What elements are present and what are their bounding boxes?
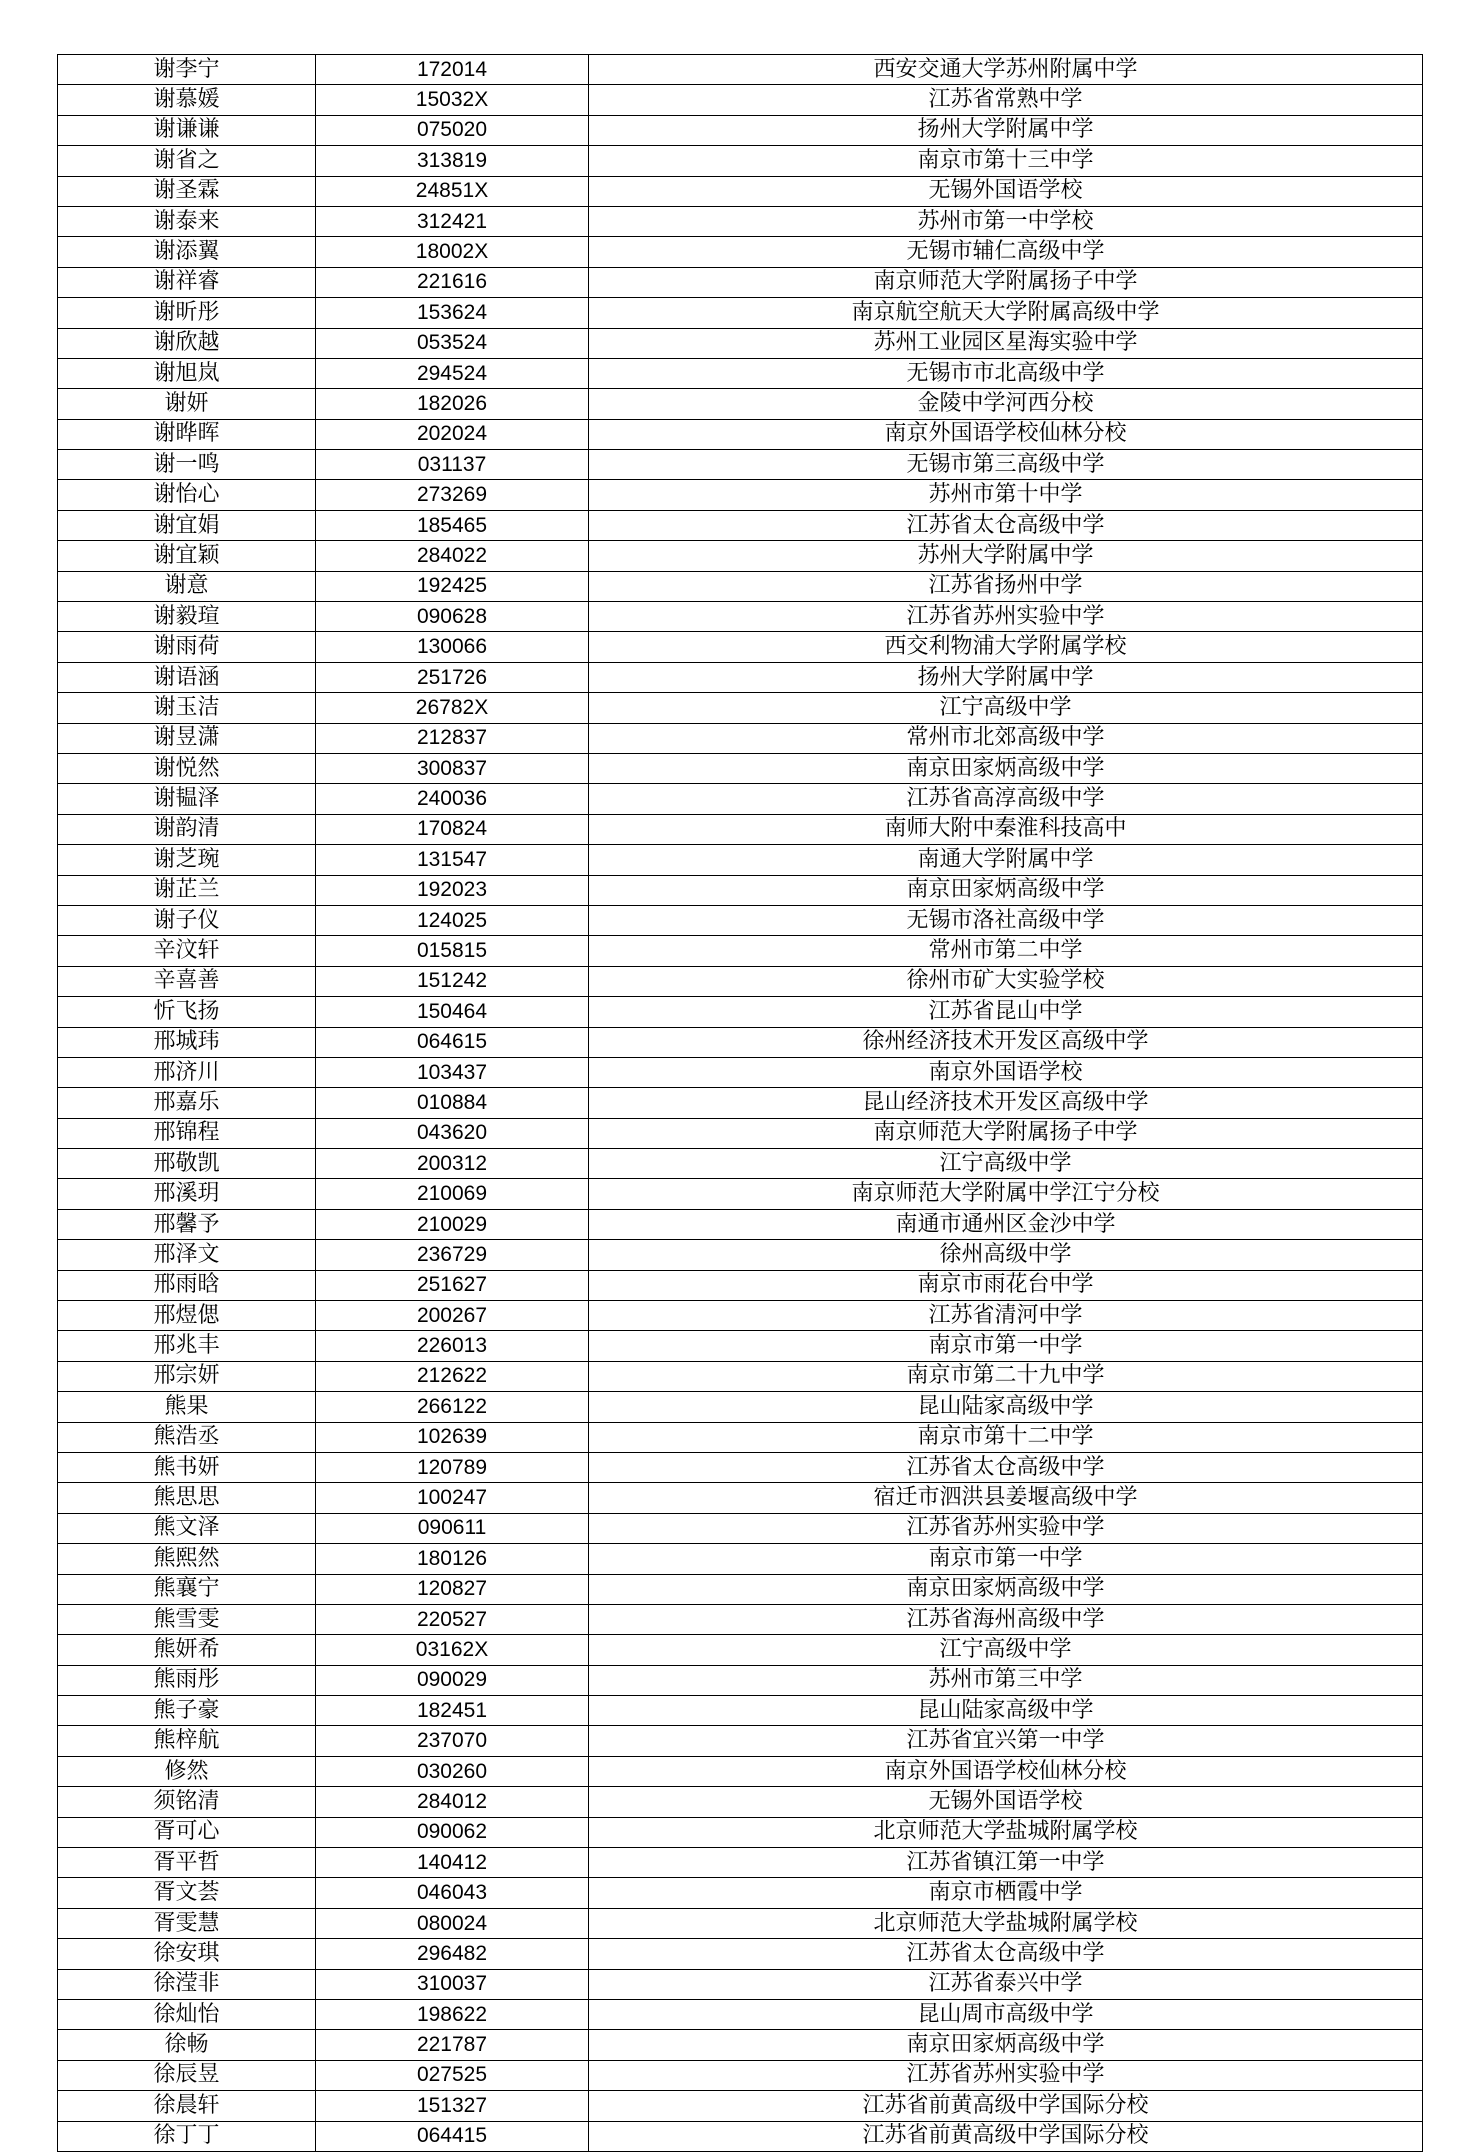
- table-row: [58, 1301, 1423, 1331]
- student-name-cell: 胥可心: [58, 1817, 316, 1847]
- school-cell: 昆山陆家高级中学: [589, 1696, 1423, 1726]
- table-row: [58, 85, 1423, 115]
- student-name-cell: 谢昱潇: [58, 723, 316, 753]
- table-row: [58, 1696, 1423, 1726]
- student-name-cell: 熊襄宁: [58, 1574, 316, 1604]
- table-row: [58, 1209, 1423, 1239]
- id-suffix-cell: 064615: [316, 1027, 589, 1057]
- table-row: [58, 298, 1423, 328]
- table-row: [58, 2121, 1423, 2151]
- student-name-cell: 谢圣霖: [58, 176, 316, 206]
- student-name-cell: 谢省之: [58, 146, 316, 176]
- id-suffix-cell: 043620: [316, 1118, 589, 1148]
- id-suffix-cell: 120789: [316, 1452, 589, 1482]
- id-suffix-cell: 240036: [316, 784, 589, 814]
- student-name-cell: 邢兆丰: [58, 1331, 316, 1361]
- student-name-cell: 熊雪雯: [58, 1604, 316, 1634]
- table-row: [58, 1635, 1423, 1665]
- table-row: [58, 1027, 1423, 1057]
- id-suffix-cell: 131547: [316, 845, 589, 875]
- school-cell: 江苏省太仓高级中学: [589, 510, 1423, 540]
- student-name-cell: 谢晔晖: [58, 419, 316, 449]
- table-row: [58, 1270, 1423, 1300]
- student-name-cell: 谢谦谦: [58, 115, 316, 145]
- student-name-cell: 熊梓航: [58, 1726, 316, 1756]
- id-suffix-cell: 150464: [316, 997, 589, 1027]
- table-row: [58, 1088, 1423, 1118]
- school-cell: 徐州市矿大实验学校: [589, 966, 1423, 996]
- school-cell: 扬州大学附属中学: [589, 115, 1423, 145]
- school-cell: 西交利物浦大学附属学校: [589, 632, 1423, 662]
- table-row: [58, 814, 1423, 844]
- student-name-cell: 熊书妍: [58, 1452, 316, 1482]
- student-name-cell: 谢慕媛: [58, 85, 316, 115]
- table-row: [58, 1361, 1423, 1391]
- table-row: [58, 1483, 1423, 1513]
- table-row: [58, 1149, 1423, 1179]
- id-suffix-cell: 200267: [316, 1301, 589, 1331]
- id-suffix-cell: 15032X: [316, 85, 589, 115]
- student-name-cell: 谢宜娟: [58, 510, 316, 540]
- school-cell: 江苏省镇江第一中学: [589, 1848, 1423, 1878]
- id-suffix-cell: 015815: [316, 936, 589, 966]
- student-name-cell: 谢玉洁: [58, 693, 316, 723]
- id-suffix-cell: 030260: [316, 1756, 589, 1786]
- school-cell: 无锡市市北高级中学: [589, 358, 1423, 388]
- student-name-cell: 徐灿怡: [58, 2000, 316, 2030]
- table-row: [58, 480, 1423, 510]
- student-name-cell: 谢泰来: [58, 206, 316, 236]
- id-suffix-cell: 064415: [316, 2121, 589, 2151]
- id-suffix-cell: 273269: [316, 480, 589, 510]
- school-cell: 江苏省苏州实验中学: [589, 1513, 1423, 1543]
- school-cell: 南通市通州区金沙中学: [589, 1209, 1423, 1239]
- student-name-cell: 辛汶轩: [58, 936, 316, 966]
- school-cell: 南京市第一中学: [589, 1544, 1423, 1574]
- school-cell: 江苏省苏州实验中学: [589, 602, 1423, 632]
- school-cell: 苏州大学附属中学: [589, 541, 1423, 571]
- table-row: [58, 1665, 1423, 1695]
- table-row: [58, 328, 1423, 358]
- student-name-cell: 熊果: [58, 1392, 316, 1422]
- table-row: [58, 1817, 1423, 1847]
- student-name-cell: 邢雨晗: [58, 1270, 316, 1300]
- table-row: [58, 905, 1423, 935]
- student-name-cell: 谢芝琬: [58, 845, 316, 875]
- table-row: [58, 723, 1423, 753]
- school-cell: 南京师范大学附属扬子中学: [589, 267, 1423, 297]
- school-cell: 南京外国语学校仙林分校: [589, 1756, 1423, 1786]
- table-row: [58, 419, 1423, 449]
- student-name-cell: 谢雨荷: [58, 632, 316, 662]
- student-name-cell: 邢溪玥: [58, 1179, 316, 1209]
- student-name-cell: 谢毅瑄: [58, 602, 316, 632]
- student-name-cell: 忻飞扬: [58, 997, 316, 1027]
- table-row: [58, 693, 1423, 723]
- table-row: [58, 1604, 1423, 1634]
- id-suffix-cell: 03162X: [316, 1635, 589, 1665]
- student-name-cell: 熊雨彤: [58, 1665, 316, 1695]
- id-suffix-cell: 130066: [316, 632, 589, 662]
- student-name-cell: 熊熙然: [58, 1544, 316, 1574]
- school-cell: 南京田家炳高级中学: [589, 1574, 1423, 1604]
- school-cell: 江苏省昆山中学: [589, 997, 1423, 1027]
- school-cell: 江苏省泰兴中学: [589, 1969, 1423, 1999]
- id-suffix-cell: 266122: [316, 1392, 589, 1422]
- table-row: [58, 875, 1423, 905]
- student-name-cell: 谢昕彤: [58, 298, 316, 328]
- student-name-cell: 谢欣越: [58, 328, 316, 358]
- table-row: [58, 1878, 1423, 1908]
- table-row: [58, 1574, 1423, 1604]
- id-suffix-cell: 313819: [316, 146, 589, 176]
- school-cell: 南京市雨花台中学: [589, 1270, 1423, 1300]
- id-suffix-cell: 010884: [316, 1088, 589, 1118]
- school-cell: 江苏省海州高级中学: [589, 1604, 1423, 1634]
- student-name-cell: 邢敬凯: [58, 1149, 316, 1179]
- school-cell: 北京师范大学盐城附属学校: [589, 1817, 1423, 1847]
- school-cell: 南京市第十二中学: [589, 1422, 1423, 1452]
- table-row: [58, 1057, 1423, 1087]
- table-row: [58, 115, 1423, 145]
- school-cell: 江苏省宜兴第一中学: [589, 1726, 1423, 1756]
- student-name-cell: 谢宜颖: [58, 541, 316, 571]
- id-suffix-cell: 212837: [316, 723, 589, 753]
- student-name-cell: 胥文荟: [58, 1878, 316, 1908]
- table-row: [58, 1726, 1423, 1756]
- school-cell: 江苏省前黄高级中学国际分校: [589, 2091, 1423, 2121]
- id-suffix-cell: 251726: [316, 662, 589, 692]
- student-name-cell: 邢锦程: [58, 1118, 316, 1148]
- school-cell: 南京师范大学附属扬子中学: [589, 1118, 1423, 1148]
- student-name-cell: 谢子仪: [58, 905, 316, 935]
- table-row: [58, 784, 1423, 814]
- student-name-cell: 修然: [58, 1756, 316, 1786]
- school-cell: 无锡市洛社高级中学: [589, 905, 1423, 935]
- school-cell: 江苏省常熟中学: [589, 85, 1423, 115]
- id-suffix-cell: 202024: [316, 419, 589, 449]
- school-cell: 苏州市第三中学: [589, 1665, 1423, 1695]
- student-name-cell: 谢旭岚: [58, 358, 316, 388]
- student-name-cell: 熊妍希: [58, 1635, 316, 1665]
- table-row: [58, 358, 1423, 388]
- id-suffix-cell: 170824: [316, 814, 589, 844]
- roster-table: [57, 54, 1423, 2152]
- student-name-cell: 徐辰昱: [58, 2060, 316, 2090]
- id-suffix-cell: 100247: [316, 1483, 589, 1513]
- table-row: [58, 1240, 1423, 1270]
- school-cell: 昆山陆家高级中学: [589, 1392, 1423, 1422]
- student-name-cell: 谢语涵: [58, 662, 316, 692]
- id-suffix-cell: 192023: [316, 875, 589, 905]
- id-suffix-cell: 090611: [316, 1513, 589, 1543]
- student-name-cell: 谢韫泽: [58, 784, 316, 814]
- school-cell: 南通大学附属中学: [589, 845, 1423, 875]
- table-row: [58, 1544, 1423, 1574]
- student-name-cell: 谢祥睿: [58, 267, 316, 297]
- school-cell: 南京航空航天大学附属高级中学: [589, 298, 1423, 328]
- school-cell: 南京田家炳高级中学: [589, 2030, 1423, 2060]
- id-suffix-cell: 151242: [316, 966, 589, 996]
- id-suffix-cell: 102639: [316, 1422, 589, 1452]
- table-row: [58, 541, 1423, 571]
- id-suffix-cell: 200312: [316, 1149, 589, 1179]
- student-name-cell: 邢泽文: [58, 1240, 316, 1270]
- school-cell: 无锡外国语学校: [589, 1787, 1423, 1817]
- school-cell: 南京市栖霞中学: [589, 1878, 1423, 1908]
- id-suffix-cell: 090628: [316, 602, 589, 632]
- school-cell: 江苏省太仓高级中学: [589, 1939, 1423, 1969]
- id-suffix-cell: 237070: [316, 1726, 589, 1756]
- table-row: [58, 510, 1423, 540]
- school-cell: 南京外国语学校: [589, 1057, 1423, 1087]
- id-suffix-cell: 18002X: [316, 237, 589, 267]
- school-cell: 江苏省苏州实验中学: [589, 2060, 1423, 2090]
- table-row: [58, 1179, 1423, 1209]
- school-cell: 金陵中学河西分校: [589, 389, 1423, 419]
- table-row: [58, 237, 1423, 267]
- table-row: [58, 1452, 1423, 1482]
- student-name-cell: 须铭清: [58, 1787, 316, 1817]
- table-row: [58, 936, 1423, 966]
- table-row: [58, 2030, 1423, 2060]
- school-cell: 徐州经济技术开发区高级中学: [589, 1027, 1423, 1057]
- table-row: [58, 2000, 1423, 2030]
- table-row: [58, 997, 1423, 1027]
- id-suffix-cell: 236729: [316, 1240, 589, 1270]
- school-cell: 江苏省高淳高级中学: [589, 784, 1423, 814]
- school-cell: 扬州大学附属中学: [589, 662, 1423, 692]
- id-suffix-cell: 151327: [316, 2091, 589, 2121]
- school-cell: 江宁高级中学: [589, 1149, 1423, 1179]
- id-suffix-cell: 294524: [316, 358, 589, 388]
- id-suffix-cell: 172014: [316, 55, 589, 85]
- table-row: [58, 450, 1423, 480]
- id-suffix-cell: 182026: [316, 389, 589, 419]
- student-name-cell: 徐畅: [58, 2030, 316, 2060]
- id-suffix-cell: 221787: [316, 2030, 589, 2060]
- school-cell: 徐州高级中学: [589, 1240, 1423, 1270]
- student-name-cell: 邢城玮: [58, 1027, 316, 1057]
- student-name-cell: 谢怡心: [58, 480, 316, 510]
- school-cell: 南京外国语学校仙林分校: [589, 419, 1423, 449]
- student-name-cell: 邢煜偲: [58, 1301, 316, 1331]
- school-cell: 南京市第一中学: [589, 1331, 1423, 1361]
- id-suffix-cell: 220527: [316, 1604, 589, 1634]
- id-suffix-cell: 300837: [316, 753, 589, 783]
- table-row: [58, 1756, 1423, 1786]
- school-cell: 江宁高级中学: [589, 1635, 1423, 1665]
- id-suffix-cell: 080024: [316, 1908, 589, 1938]
- table-row: [58, 1392, 1423, 1422]
- table-row: [58, 146, 1423, 176]
- table-row: [58, 1787, 1423, 1817]
- table-row: [58, 845, 1423, 875]
- id-suffix-cell: 221616: [316, 267, 589, 297]
- school-cell: 江苏省前黄高级中学国际分校: [589, 2121, 1423, 2151]
- school-cell: 江苏省扬州中学: [589, 571, 1423, 601]
- id-suffix-cell: 226013: [316, 1331, 589, 1361]
- id-suffix-cell: 210069: [316, 1179, 589, 1209]
- school-cell: 苏州市第一中学校: [589, 206, 1423, 236]
- school-cell: 常州市第二中学: [589, 936, 1423, 966]
- id-suffix-cell: 296482: [316, 1939, 589, 1969]
- table-row: [58, 267, 1423, 297]
- id-suffix-cell: 075020: [316, 115, 589, 145]
- school-cell: 苏州工业园区星海实验中学: [589, 328, 1423, 358]
- school-cell: 江苏省太仓高级中学: [589, 1452, 1423, 1482]
- id-suffix-cell: 124025: [316, 905, 589, 935]
- student-name-cell: 邢嘉乐: [58, 1088, 316, 1118]
- table-row: [58, 571, 1423, 601]
- id-suffix-cell: 212622: [316, 1361, 589, 1391]
- student-name-cell: 邢宗妍: [58, 1361, 316, 1391]
- id-suffix-cell: 046043: [316, 1878, 589, 1908]
- student-name-cell: 熊思思: [58, 1483, 316, 1513]
- student-name-cell: 谢妍: [58, 389, 316, 419]
- school-cell: 宿迁市泗洪县姜堰高级中学: [589, 1483, 1423, 1513]
- id-suffix-cell: 180126: [316, 1544, 589, 1574]
- school-cell: 南京师范大学附属中学江宁分校: [589, 1179, 1423, 1209]
- school-cell: 南京市第二十九中学: [589, 1361, 1423, 1391]
- id-suffix-cell: 185465: [316, 510, 589, 540]
- table-row: [58, 176, 1423, 206]
- table-row: [58, 753, 1423, 783]
- id-suffix-cell: 284012: [316, 1787, 589, 1817]
- school-cell: 苏州市第十中学: [589, 480, 1423, 510]
- school-cell: 无锡市辅仁高级中学: [589, 237, 1423, 267]
- id-suffix-cell: 198622: [316, 2000, 589, 2030]
- id-suffix-cell: 312421: [316, 206, 589, 236]
- student-name-cell: 谢李宁: [58, 55, 316, 85]
- id-suffix-cell: 140412: [316, 1848, 589, 1878]
- table-row: [58, 1848, 1423, 1878]
- student-name-cell: 谢添翼: [58, 237, 316, 267]
- id-suffix-cell: 027525: [316, 2060, 589, 2090]
- table-row: [58, 1118, 1423, 1148]
- id-suffix-cell: 053524: [316, 328, 589, 358]
- student-name-cell: 胥平哲: [58, 1848, 316, 1878]
- id-suffix-cell: 192425: [316, 571, 589, 601]
- id-suffix-cell: 120827: [316, 1574, 589, 1604]
- school-cell: 南京田家炳高级中学: [589, 875, 1423, 905]
- student-name-cell: 邢馨予: [58, 1209, 316, 1239]
- table-row: [58, 1513, 1423, 1543]
- id-suffix-cell: 182451: [316, 1696, 589, 1726]
- student-name-cell: 徐晨轩: [58, 2091, 316, 2121]
- student-name-cell: 谢芷兰: [58, 875, 316, 905]
- table-row: [58, 632, 1423, 662]
- id-suffix-cell: 251627: [316, 1270, 589, 1300]
- school-cell: 西安交通大学苏州附属中学: [589, 55, 1423, 85]
- table-row: [58, 206, 1423, 236]
- student-name-cell: 徐滢非: [58, 1969, 316, 1999]
- school-cell: 南京市第十三中学: [589, 146, 1423, 176]
- table-row: [58, 1969, 1423, 1999]
- table-row: [58, 662, 1423, 692]
- student-name-cell: 邢济川: [58, 1057, 316, 1087]
- student-name-cell: 谢意: [58, 571, 316, 601]
- table-row: [58, 1908, 1423, 1938]
- table-row: [58, 602, 1423, 632]
- school-cell: 江苏省清河中学: [589, 1301, 1423, 1331]
- school-cell: 北京师范大学盐城附属学校: [589, 1908, 1423, 1938]
- id-suffix-cell: 24851X: [316, 176, 589, 206]
- table-row: [58, 2060, 1423, 2090]
- id-suffix-cell: 031137: [316, 450, 589, 480]
- school-cell: 江宁高级中学: [589, 693, 1423, 723]
- id-suffix-cell: 090029: [316, 1665, 589, 1695]
- school-cell: 南京田家炳高级中学: [589, 753, 1423, 783]
- table-row: [58, 1331, 1423, 1361]
- student-name-cell: 谢悦然: [58, 753, 316, 783]
- id-suffix-cell: 103437: [316, 1057, 589, 1087]
- id-suffix-cell: 26782X: [316, 693, 589, 723]
- table-row: [58, 55, 1423, 85]
- school-cell: 无锡外国语学校: [589, 176, 1423, 206]
- school-cell: 昆山经济技术开发区高级中学: [589, 1088, 1423, 1118]
- id-suffix-cell: 153624: [316, 298, 589, 328]
- student-name-cell: 谢韵清: [58, 814, 316, 844]
- student-name-cell: 熊子豪: [58, 1696, 316, 1726]
- school-cell: 常州市北郊高级中学: [589, 723, 1423, 753]
- school-cell: 无锡市第三高级中学: [589, 450, 1423, 480]
- student-name-cell: 谢一鸣: [58, 450, 316, 480]
- table-row: [58, 2091, 1423, 2121]
- roster-body: [58, 55, 1423, 2152]
- student-name-cell: 胥雯慧: [58, 1908, 316, 1938]
- table-row: [58, 966, 1423, 996]
- school-cell: 昆山周市高级中学: [589, 2000, 1423, 2030]
- school-cell: 南师大附中秦淮科技高中: [589, 814, 1423, 844]
- table-row: [58, 389, 1423, 419]
- student-name-cell: 辛喜善: [58, 966, 316, 996]
- id-suffix-cell: 284022: [316, 541, 589, 571]
- student-name-cell: 熊浩丞: [58, 1422, 316, 1452]
- id-suffix-cell: 310037: [316, 1969, 589, 1999]
- student-name-cell: 徐丁丁: [58, 2121, 316, 2151]
- student-name-cell: 熊文泽: [58, 1513, 316, 1543]
- id-suffix-cell: 090062: [316, 1817, 589, 1847]
- table-row: [58, 1422, 1423, 1452]
- id-suffix-cell: 210029: [316, 1209, 589, 1239]
- table-row: [58, 1939, 1423, 1969]
- student-name-cell: 徐安琪: [58, 1939, 316, 1969]
